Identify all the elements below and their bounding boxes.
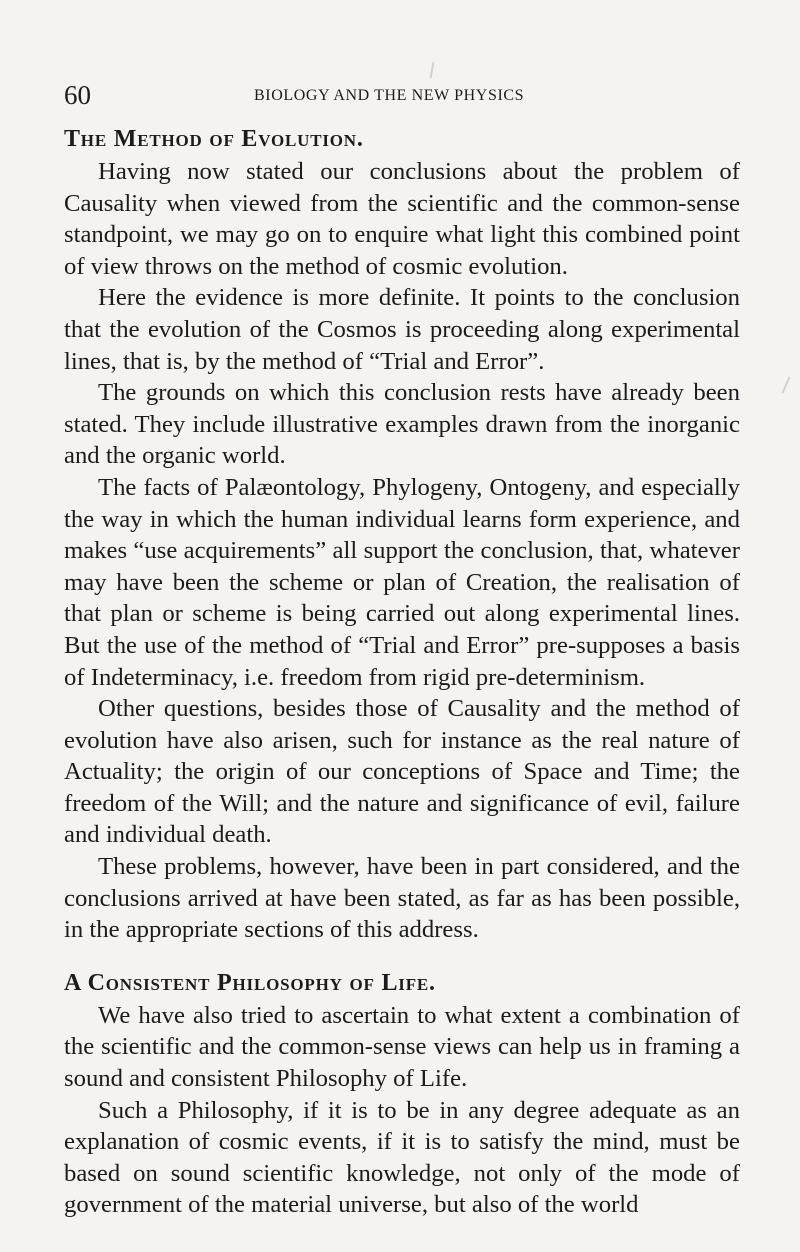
running-head: [64, 78, 740, 112]
paragraph: The facts of Palæontology, Phylogeny, Ontogeny, and especially the way in which the human individual learns form experience, and makes “use acquirements” all support the conclusion, that, whatever may have been the scheme or plan of Creation, the realisation of that plan or scheme is being carried out along experimental lines. But the use of the method of “Trial and Error” pre-supposes a basis of Indeterminacy, i.e. freedom from rigid pre-determinism.: [64, 473, 740, 691]
paragraph: These problems, however, have been in part considered, and the conclusions arrived at have been stated, as far as has been possible, in the appropriate sections of this address.: [64, 853, 740, 944]
section-heading: The Method of Evolution.: [64, 126, 364, 152]
section-heading: A Consistent Philosophy of Life.: [64, 969, 436, 996]
paragraph: The grounds on which this conclusion rests have already been stated. They include illustrative examples drawn from the inorganic and the organic world.: [64, 379, 740, 470]
paragraph: Having now stated our conclusions about the problem of Causality when viewed from the scientific and the common-sense standpoint, we may go on to enquire what light this combined point of view throws on the method of cosmic evolution.: [64, 158, 740, 280]
paragraph: Other questions, besides those of Causality and the method of evolution have also arisen, such for instance as the real nature of Actuality; the origin of our conceptions of Space and Time; the freedom of the Will; and the nature and significance of evil, failure and individual death.: [64, 695, 740, 849]
paper-mark: [430, 62, 435, 78]
page-number: 60: [64, 80, 91, 110]
paper-mark: [781, 376, 790, 393]
section-method-of-evolution: [64, 122, 740, 946]
running-title: BIOLOGY AND THE NEW PHYSICS: [254, 87, 525, 104]
section-consistent-philosophy: [64, 966, 740, 1221]
paragraph: We have also tried to ascertain to what extent a combination of the scientific and the common-sense views can help us in framing a sound and consistent Philosophy of Life.: [64, 1001, 740, 1093]
book-page: [64, 78, 740, 1221]
paragraph: Such a Philosophy, if it is to be in any degree adequate as an explanation of cosmic events, if it is to satisfy the mind, must be based on sound scientific knowledge, not only of the mode of government of the material universe, but also of the world: [64, 1096, 740, 1219]
paragraph: Here the evidence is more definite. It points to the conclusion that the evolution of the Cosmos is proceeding along experimental lines, that is, by the method of “Trial and Error”.: [64, 284, 740, 375]
